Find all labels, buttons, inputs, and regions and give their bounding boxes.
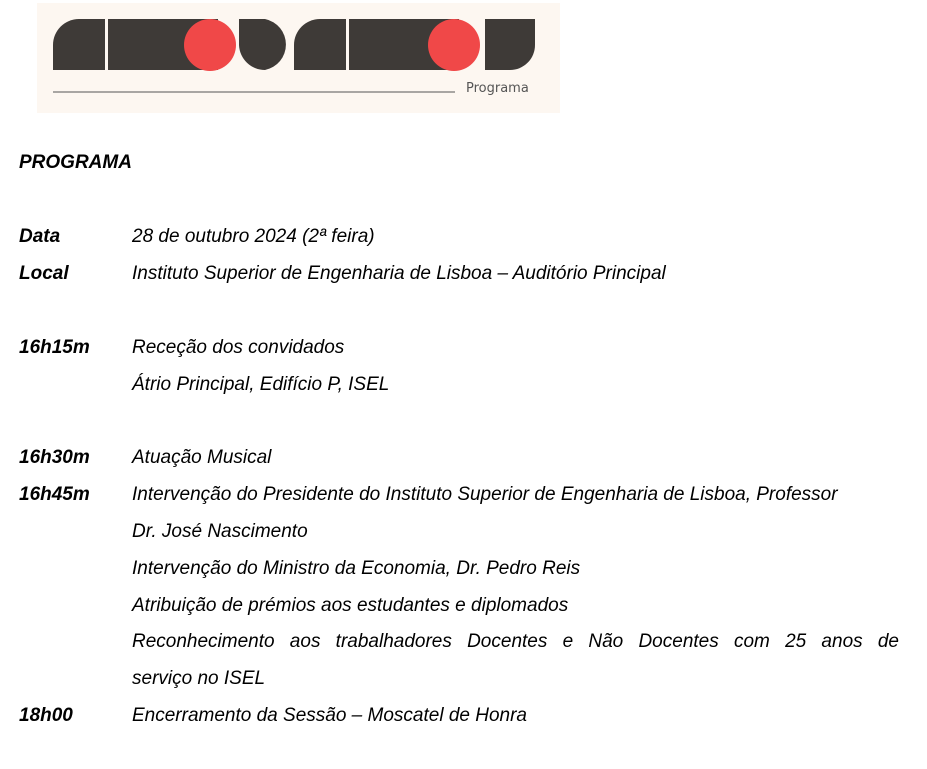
logo-shape-4 — [294, 19, 346, 70]
logo-accent-circle-2 — [428, 19, 480, 71]
schedule-line: Intervenção do Ministro da Economia, Dr. Pedro Reis — [132, 558, 581, 579]
schedule-line: Reconhecimento aos trabalhadores Docentes e Não Docentes com 25 anos de — [132, 631, 899, 652]
logo-shape-3 — [239, 19, 286, 70]
schedule-line: Dr. José Nascimento — [132, 521, 308, 542]
schedule-time: 16h45m — [19, 484, 90, 505]
banner-caption: Programa — [466, 81, 529, 96]
header-banner — [37, 3, 560, 113]
schedule-time: 16h30m — [19, 447, 90, 468]
schedule-line: Atuação Musical — [132, 447, 272, 468]
schedule-line: serviço no ISEL — [132, 668, 266, 689]
schedule-line: Átrio Principal, Edifício P, ISEL — [132, 374, 390, 395]
logo-accent-circle-1 — [184, 19, 236, 71]
logo-shape-1 — [53, 19, 105, 70]
date-label: Data — [19, 226, 61, 247]
location-value: Instituto Superior de Engenharia de Lisboa – Auditório Principal — [132, 263, 666, 284]
schedule-time: 18h00 — [19, 705, 73, 726]
logo-shape-6 — [485, 19, 535, 70]
schedule-line: Encerramento da Sessão – Moscatel de Honra — [132, 705, 527, 726]
location-label: Local — [19, 263, 69, 284]
date-value: 28 de outubro 2024 (2ª feira) — [132, 226, 375, 247]
schedule-line: Atribuição de prémios aos estudantes e diplomados — [132, 595, 569, 616]
logo-shapes — [37, 3, 560, 113]
schedule-time: 16h15m — [19, 337, 90, 358]
page-title: PROGRAMA — [19, 152, 132, 173]
schedule-line: Receção dos convidados — [132, 337, 345, 358]
schedule-line: Intervenção do Presidente do Instituto Superior de Engenharia de Lisboa, Professor — [132, 484, 838, 505]
